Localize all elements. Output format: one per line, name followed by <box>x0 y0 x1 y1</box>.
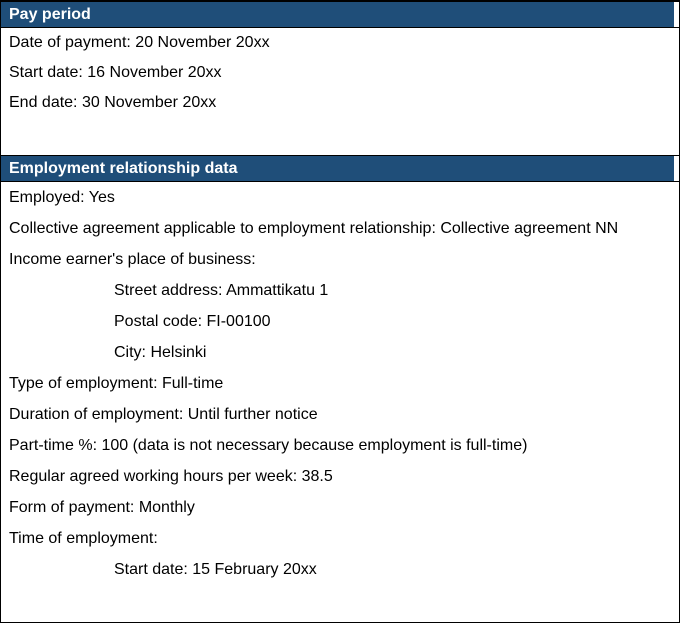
section-employment-data-rows <box>1 182 679 585</box>
section-header-employment-data <box>1 155 679 182</box>
section-spacer <box>1 118 679 155</box>
row-employment-start-date: Start date: 15 February 20xx <box>114 560 317 578</box>
row-regular-working-hours: Regular agreed working hours per week: 38.5 <box>9 467 333 485</box>
section-pay-period-rows <box>1 28 679 118</box>
row-street-address: Street address: Ammattikatu 1 <box>114 281 329 299</box>
row-postal-code: Postal code: FI-00100 <box>114 312 271 330</box>
row-date-of-payment: Date of payment: 20 November 20xx <box>9 34 270 51</box>
row-collective-agreement: Collective agreement applicable to employment relationship: Collective agreement NN <box>9 219 619 237</box>
section-header-employment-data-fill <box>1 156 674 181</box>
row-employed: Employed: Yes <box>9 188 115 206</box>
row-place-of-business: Income earner's place of business: <box>9 250 256 268</box>
row-time-of-employment: Time of employment: <box>9 529 158 547</box>
section-title-pay-period: Pay period <box>9 5 91 23</box>
row-pay-period-start-date: Start date: 16 November 20xx <box>9 64 222 81</box>
section-header-pay-period <box>1 1 679 28</box>
row-part-time-percent: Part-time %: 100 (data is not necessary because employment is full-time) <box>9 436 528 454</box>
section-header-pay-period-fill <box>1 2 674 27</box>
row-form-of-payment: Form of payment: Monthly <box>9 498 195 516</box>
row-pay-period-end-date: End date: 30 November 20xx <box>9 94 217 111</box>
row-city: City: Helsinki <box>114 343 207 361</box>
section-title-employment-data: Employment relationship data <box>9 159 238 177</box>
row-duration-of-employment: Duration of employment: Until further notice <box>9 405 318 423</box>
row-type-of-employment: Type of employment: Full-time <box>9 374 224 392</box>
